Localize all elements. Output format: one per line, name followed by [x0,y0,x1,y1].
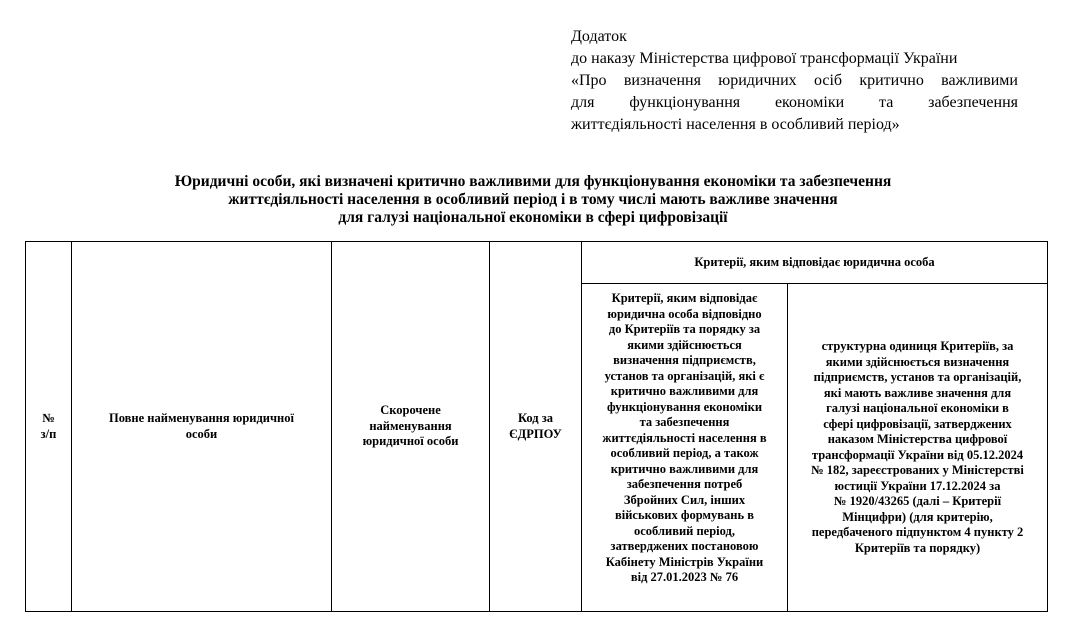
header-number: № з/п [26,242,72,612]
criteria-line: № 1920/43265 (далі – Критерії [833,494,1002,508]
appendix-order-title-line2: для функціонування економіки та забезпечення [571,94,1018,111]
title-line: Юридичні особи, які визначені критично важливими для функціонування економіки та забезпечення [174,173,892,190]
header-criteria-cabinet [582,284,788,612]
criteria-line: № 182, зареєстрованих у Міністерстві [811,463,1024,477]
document-title [60,173,1006,227]
criteria-line: життєдіяльності населення в [602,430,767,445]
criteria-line: установ та організацій, які є [604,368,765,383]
criteria-line: та забезпечення [639,415,730,429]
legal-entities-table [25,241,1048,612]
criteria-line: юридична особа відповідно [607,306,762,321]
appendix-label: Додаток [571,28,627,45]
criteria-line: критично важливими для [610,384,759,398]
criteria-line: функціонування економіки [606,399,763,414]
criteria-mintsyfry-text [792,339,1043,556]
criteria-line: Кабінету Міністрів України [605,554,764,569]
title-line: для галузі національної економіки в сфері цифровізації [338,209,728,226]
title-line: життєдіяльності населення в особливий період і в тому числі мають важливе значення [228,191,838,208]
criteria-line: до Критеріїв та порядку за [608,322,761,336]
criteria-line: визначення підприємств, [613,353,756,367]
criteria-line: якими здійснюється [627,337,742,352]
header-criteria: Критерії, яким відповідає юридична особа [582,242,1048,284]
criteria-line: Критеріїв та порядку) [854,540,981,555]
criteria-line: наказом Міністерства цифрової [827,432,1008,446]
criteria-line: від 27.01.2023 № 76 [630,570,739,584]
criteria-line: передбаченого підпунктом 4 пункту 2 [811,525,1024,539]
appendix-order-ref: до наказу Міністерства цифрової трансформації України [571,50,958,67]
criteria-cabinet-text [586,291,783,586]
criteria-line: особливий період, а також [610,446,759,460]
criteria-line: трансформації України від 05.12.2024 [811,447,1024,462]
criteria-line: військових формувань в [614,508,754,522]
criteria-line: галузі національної економіки в [826,401,1009,415]
header-short-name: Скорочене найменування юридичної особи [332,242,490,612]
criteria-line: особливий період, [634,523,735,538]
criteria-line: сфері цифровізації, затверджених [823,416,1012,431]
header-full-name: Повне найменування юридичної особи [72,242,332,612]
appendix-order-title-line3: життєдіяльності населення в особливий період» [571,116,900,133]
criteria-line: структурна одиниця Критеріїв, за [821,339,1014,353]
criteria-line: якими здійснюється визначення [825,354,1010,369]
header-edrpou-code: Код за ЄДРПОУ [490,242,582,612]
criteria-line: критично важливими для [610,461,759,476]
criteria-line: юстиції України 17.12.2024 за [834,478,1001,493]
criteria-line: затверджених постановою [610,539,759,553]
criteria-line: які мають важливе значення для [823,385,1012,400]
appendix-block [571,26,1018,136]
criteria-line: Критерії, яким відповідає [611,291,758,305]
criteria-line: Збройних Сил, інших [623,492,746,507]
header-criteria-mintsyfry [788,284,1048,612]
criteria-line: Мінцифри) (для критерію, [842,509,993,524]
criteria-line: підприємств, установ та організацій, [813,370,1022,384]
criteria-line: забезпечення потреб [626,477,743,491]
appendix-order-title-line1: «Про визначення юридичних осіб критично важливими [571,72,1018,89]
